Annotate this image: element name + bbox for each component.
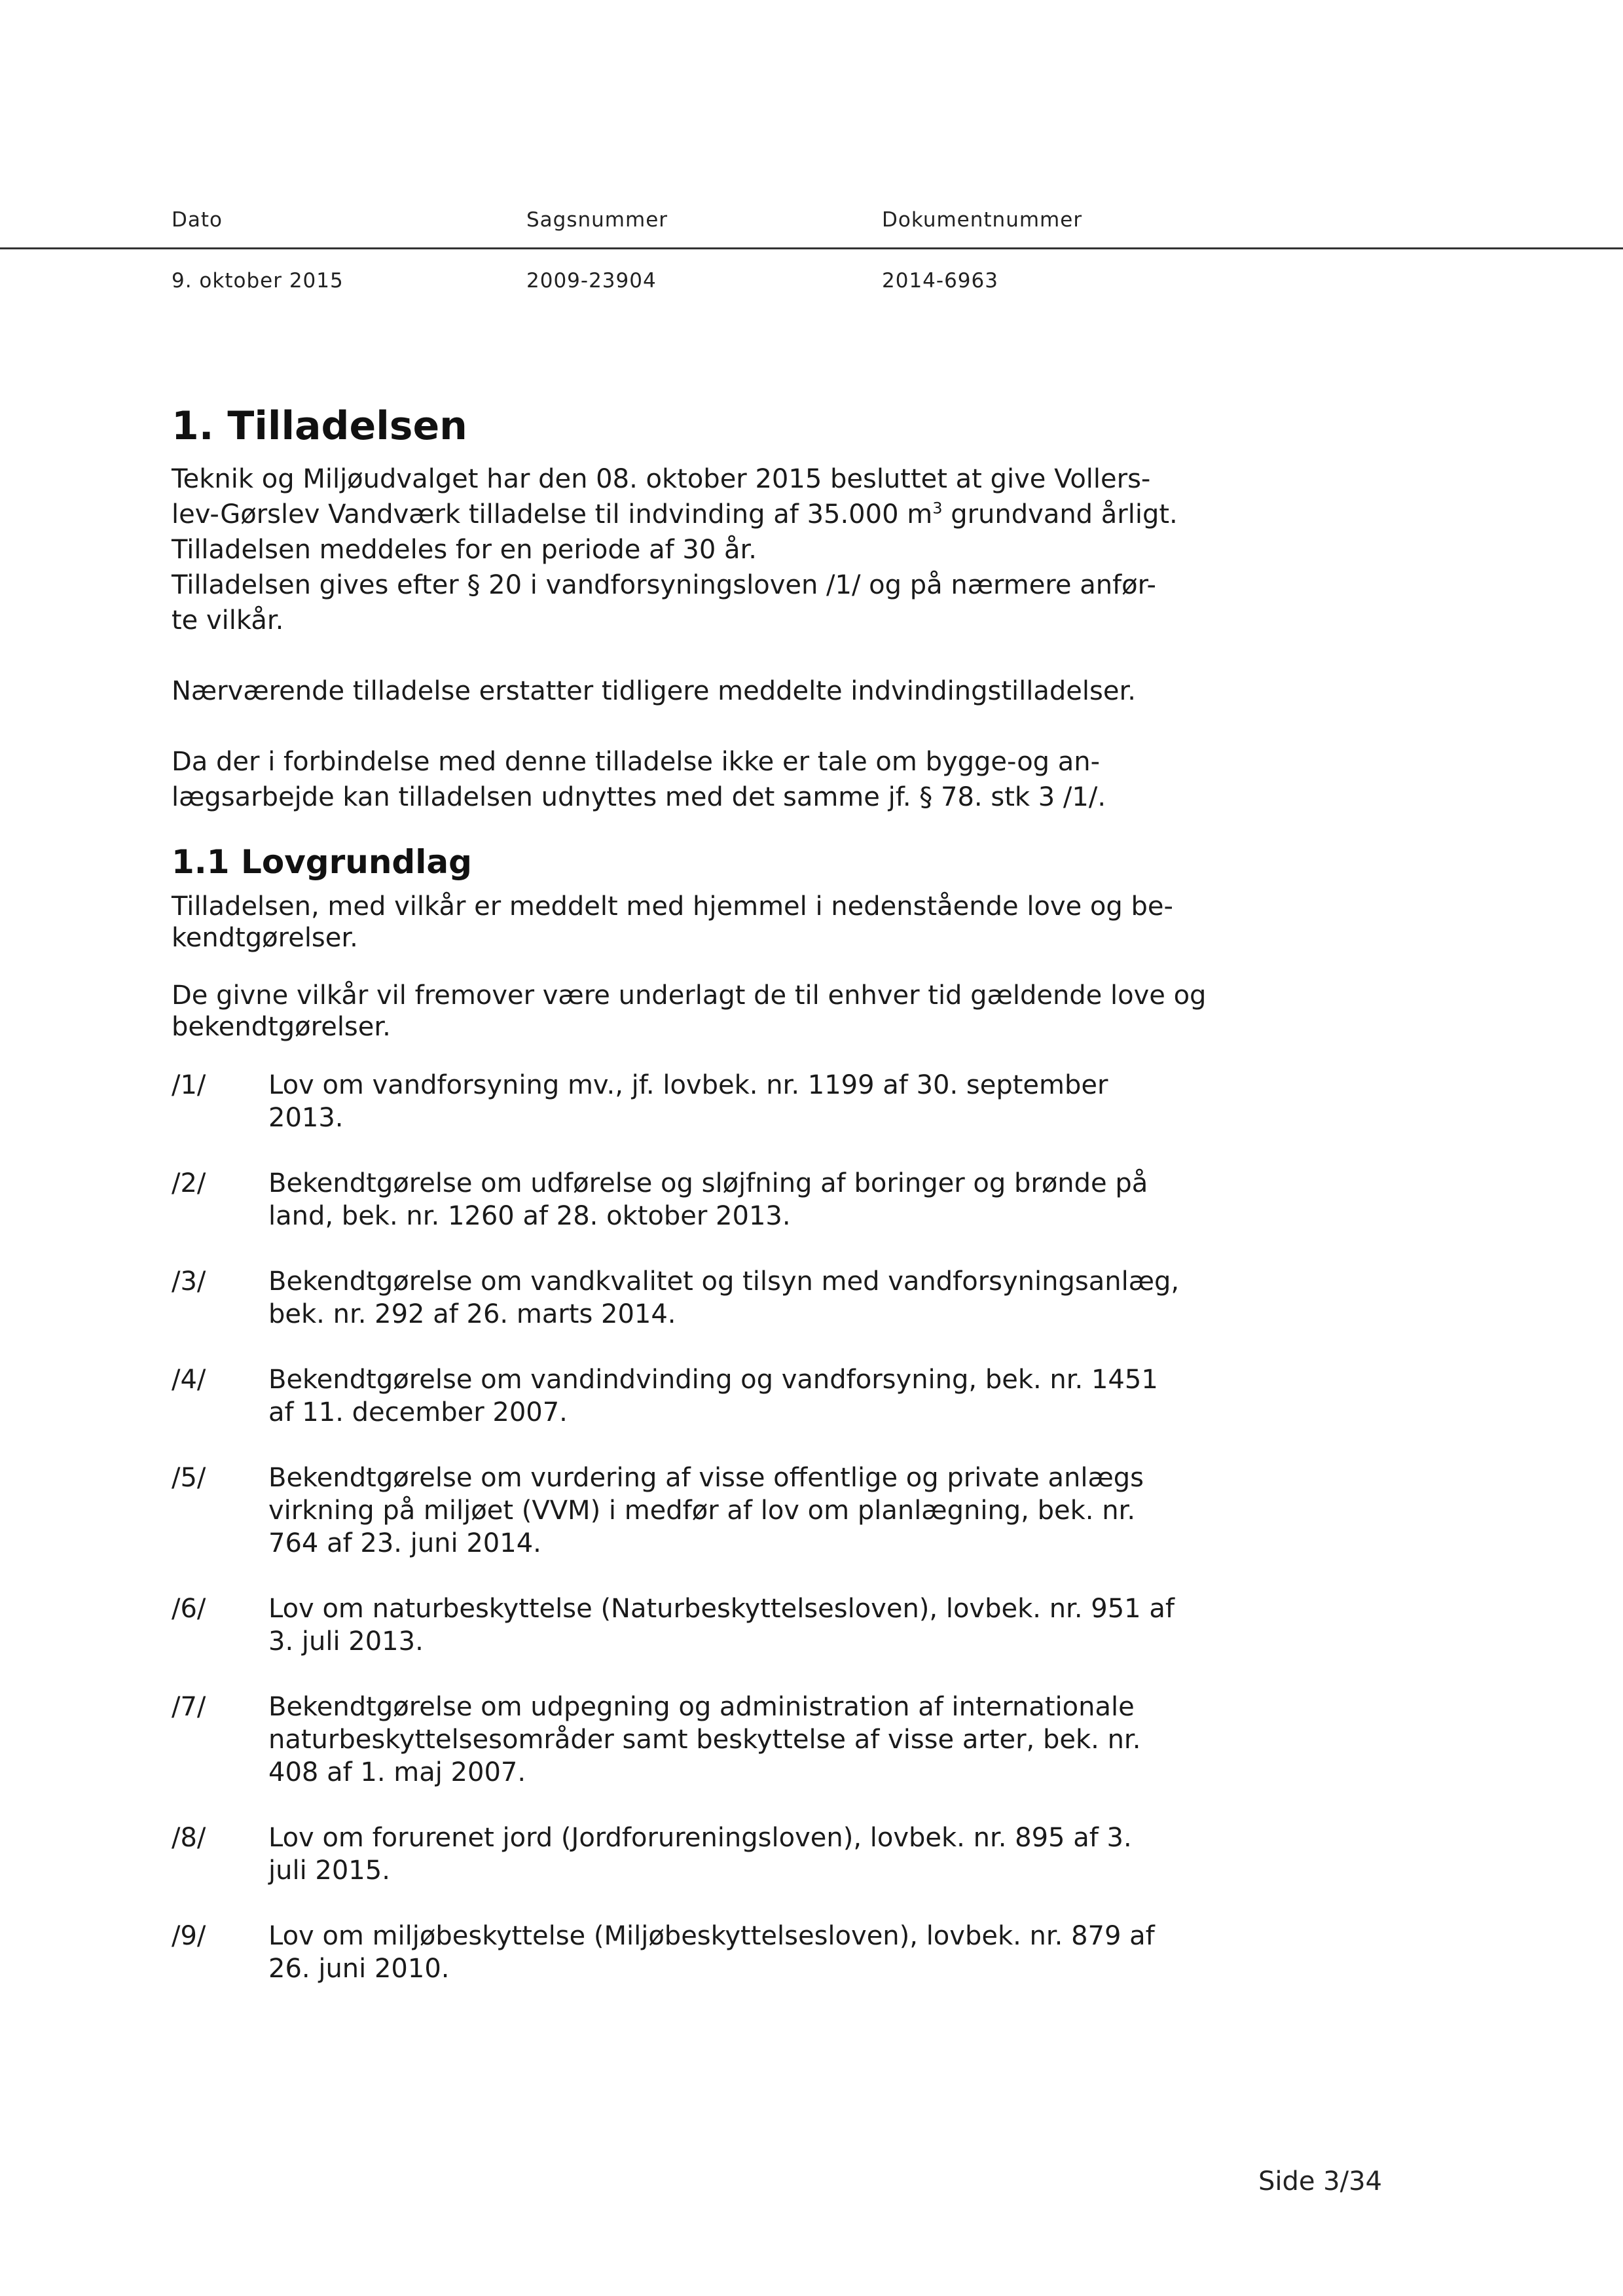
reference-number: /3/ xyxy=(172,1266,206,1297)
reference-number: /7/ xyxy=(172,1692,206,1722)
permit-line: Tilladelsen gives efter § 20 i vandforsyningsloven /1/ og på nærmere anfør- xyxy=(172,570,1156,600)
construction-paragraph xyxy=(172,744,1232,815)
reference-line: naturbeskyttelsesområder samt beskyttelse af visse arter, bek. nr. xyxy=(268,1725,1141,1755)
reference-line: 408 af 1. maj 2007. xyxy=(268,1757,526,1787)
reference-line: Bekendtgørelse om udførelse og sløjfning af boringer og brønde på xyxy=(268,1168,1148,1198)
case-number-value: 2009-23904 xyxy=(526,269,657,293)
reference-number: /2/ xyxy=(172,1168,206,1198)
permit-line-text: lev-Gørslev Vandværk tilladelse til indvinding af 35.000 m xyxy=(172,499,933,529)
permit-line xyxy=(172,497,1232,532)
permit-line: te vilkår. xyxy=(172,605,284,636)
replacement-paragraph: Nærværende tilladelse erstatter tidligere meddelte indvindingstilladelser. xyxy=(172,676,1136,706)
section-1-title: 1. Tilladelsen xyxy=(172,403,467,449)
reference-item xyxy=(172,1167,1232,1232)
reference-item xyxy=(172,1462,1232,1560)
cubic-superscript: 3 xyxy=(932,499,943,518)
reference-line: virkning på miljøet (VVM) i medfør af lov om planlægning, bek. nr. xyxy=(268,1496,1136,1526)
reference-text xyxy=(268,1069,1232,1134)
reference-text xyxy=(268,1821,1232,1887)
reference-text xyxy=(268,1920,1232,1985)
conditions-line: bekendtgørelser. xyxy=(172,1012,391,1042)
reference-item xyxy=(172,1821,1232,1887)
reference-line: juli 2015. xyxy=(268,1856,390,1886)
reference-item xyxy=(172,1363,1232,1429)
permit-line: Teknik og Miljøudvalget har den 08. oktober 2015 besluttet at give Vollers- xyxy=(172,464,1151,494)
case-number-label: Sagsnummer xyxy=(526,208,668,232)
document-body xyxy=(172,403,1232,2018)
reference-number: /1/ xyxy=(172,1070,206,1100)
reference-line: Bekendtgørelse om vurdering af visse offentlige og private anlægs xyxy=(268,1463,1144,1493)
reference-line: land, bek. nr. 1260 af 28. oktober 2013. xyxy=(268,1201,791,1231)
reference-line: Lov om naturbeskyttelse (Naturbeskyttelsesloven), lovbek. nr. 951 af xyxy=(268,1594,1175,1624)
reference-item xyxy=(172,1069,1232,1134)
reference-list xyxy=(172,1069,1232,1985)
reference-line: 2013. xyxy=(268,1103,344,1133)
reference-number: /4/ xyxy=(172,1365,206,1395)
reference-item xyxy=(172,1691,1232,1789)
document-number-value: 2014-6963 xyxy=(882,269,998,293)
construction-line: lægsarbejde kan tilladelsen udnyttes med det samme jf. § 78. stk 3 /1/. xyxy=(172,782,1106,812)
date-label: Dato xyxy=(172,208,223,232)
legal-basis-paragraph xyxy=(172,891,1232,954)
legal-basis-line: Tilladelsen, med vilkår er meddelt med hjemmel i nedenstående love og be- xyxy=(172,891,1173,922)
reference-line: Bekendtgørelse om vandkvalitet og tilsyn med vandforsyningsanlæg, xyxy=(268,1266,1180,1297)
reference-item xyxy=(172,1265,1232,1331)
conditions-line: De givne vilkår vil fremover være underlagt de til enhver tid gældende love og xyxy=(172,980,1207,1011)
reference-text xyxy=(268,1592,1232,1658)
reference-line: Bekendtgørelse om vandindvinding og vandforsyning, bek. nr. 1451 xyxy=(268,1365,1158,1395)
document-number-label: Dokumentnummer xyxy=(882,208,1083,232)
reference-line: 764 af 23. juni 2014. xyxy=(268,1528,541,1558)
reference-number: /6/ xyxy=(172,1594,206,1624)
reference-text xyxy=(268,1691,1232,1789)
reference-number: /9/ xyxy=(172,1921,206,1951)
reference-line: 3. juli 2013. xyxy=(268,1626,424,1657)
reference-line: Lov om miljøbeskyttelse (Miljøbeskyttelsesloven), lovbek. nr. 879 af xyxy=(268,1921,1155,1951)
reference-line: af 11. december 2007. xyxy=(268,1397,568,1427)
reference-text xyxy=(268,1167,1232,1232)
reference-text xyxy=(268,1265,1232,1331)
permit-paragraph xyxy=(172,461,1232,638)
page-number: Side 3/34 xyxy=(1258,2166,1382,2197)
date-value: 9. oktober 2015 xyxy=(172,269,344,293)
reference-number: /5/ xyxy=(172,1463,206,1493)
permit-line: Tilladelsen meddeles for en periode af 30 år. xyxy=(172,535,757,565)
reference-line: Lov om vandforsyning mv., jf. lovbek. nr. 1199 af 30. september xyxy=(268,1070,1108,1100)
reference-line: Bekendtgørelse om udpegning og administration af internationale xyxy=(268,1692,1135,1722)
reference-line: Lov om forurenet jord (Jordforureningsloven), lovbek. nr. 895 af 3. xyxy=(268,1823,1132,1853)
reference-text xyxy=(268,1462,1232,1560)
construction-line: Da der i forbindelse med denne tilladelse ikke er tale om bygge-og an- xyxy=(172,747,1101,777)
legal-basis-line: kendtgørelser. xyxy=(172,923,358,953)
reference-line: 26. juni 2010. xyxy=(268,1954,450,1984)
reference-item xyxy=(172,1920,1232,1985)
section-1-1-title: 1.1 Lovgrundlag xyxy=(172,843,472,881)
conditions-paragraph xyxy=(172,980,1232,1043)
reference-line: bek. nr. 292 af 26. marts 2014. xyxy=(268,1299,676,1329)
reference-number: /8/ xyxy=(172,1823,206,1853)
permit-line-text: grundvand årligt. xyxy=(942,499,1178,529)
reference-item xyxy=(172,1592,1232,1658)
header-divider xyxy=(0,247,1623,249)
reference-text xyxy=(268,1363,1232,1429)
